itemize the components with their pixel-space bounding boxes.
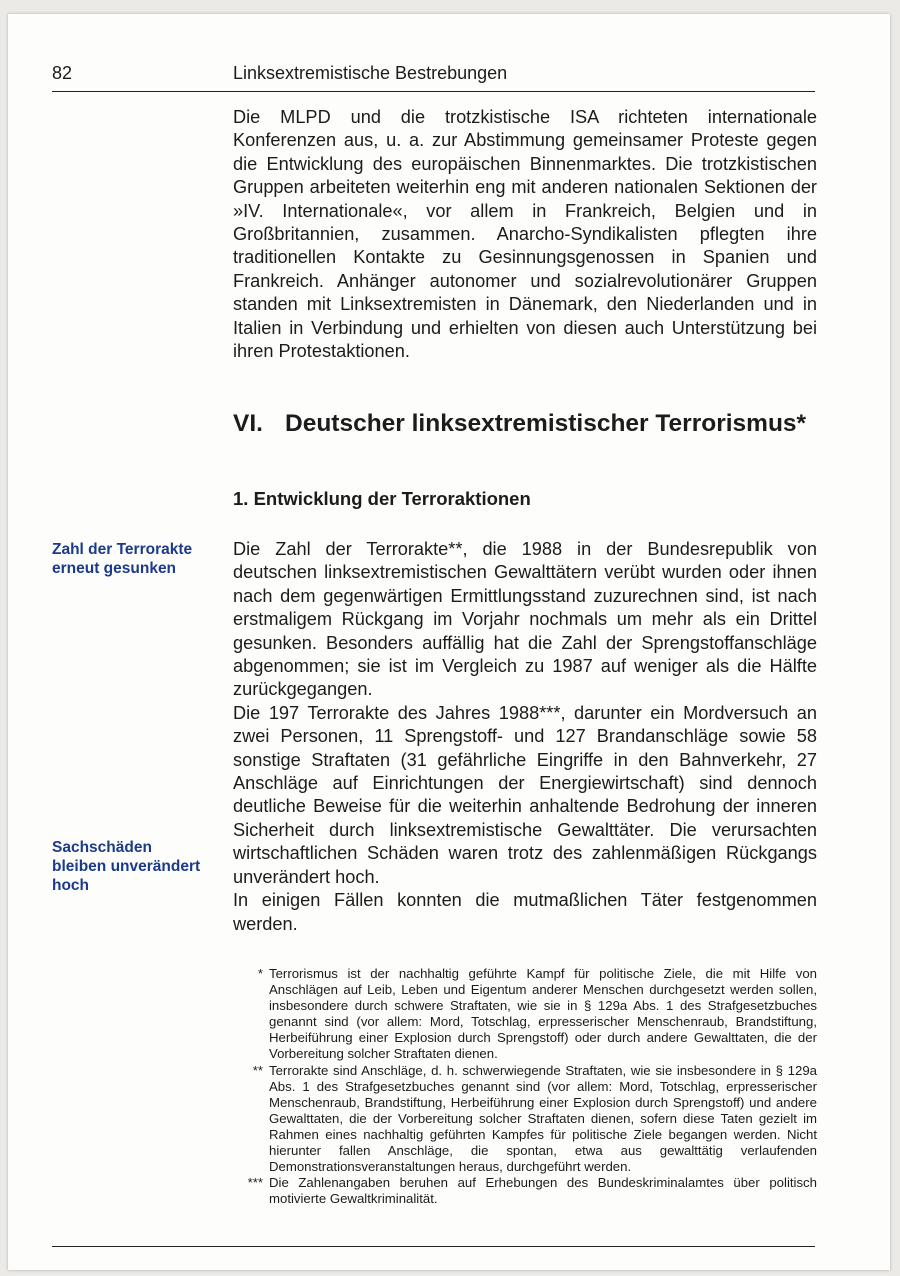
margin-note-sachschaeden: Sachschäden bleiben unverändert hoch [52, 839, 201, 894]
footnote [233, 1063, 817, 1176]
footnote-text: Terrorakte sind Anschläge, d. h. schwerwiegende Straftaten, wie sie insbesondere in § 129a Abs. 1 des Strafgesetzbuches genannt sind (vor allem: Mord, Totschlag, erpresserischer Menschenraub, Brandstiftung, Herbeiführung einer Explosion durch Sprengstoff) und andere Gewalttaten, die der Vorbereitung solcher Straftaten dienen, sofern diese Taten gezielt im Rahmen eines nachhaltig geführten Kampfes für politische Ziele begangen werden. Nicht hierunter fallen Anschläge, die spontan, etwa aus gewalttätig verlaufenden Demonstrationsveranstaltungen heraus, durchgeführt werden. [269, 1062, 817, 1175]
intro-text [233, 106, 817, 363]
footnote-mark: *** [247, 1175, 263, 1191]
footnote-mark: * [257, 966, 263, 981]
bottom-rule [52, 1246, 815, 1247]
footnote [233, 966, 817, 1063]
body-paragraph: Die Zahl der Terrorakte**, die 1988 in der Bundesrepublik von deutschen linksextremistischen Gewalttätern verübt wurden oder ihnen nach dem gegenwärtigen Ermittlungsstand zuzurechnen sind, ist nach erstmaligem Rückgang im Vorjahr nochmals um mehr als ein Drittel gesunken. Besonders auffällig hat die Zahl der Sprengstoffanschläge abgenommen; sie ist im Vergleich zu 1987 auf weniger als die Hälfte zurückgegangen. [233, 539, 817, 700]
section-title: Deutscher linksextremistischer Terrorismus* [285, 410, 807, 437]
margin-note-terrorakte: Zahl der Terrorakte erneut gesunken [52, 541, 193, 577]
page-header [52, 61, 815, 92]
footnote-text: Die Zahlenangaben beruhen auf Erhebungen des Bundeskriminalamtes über politisch motivierte Gewaltkriminalität. [269, 1175, 817, 1207]
subsection-heading: 1. Entwicklung der Terroraktionen [233, 488, 531, 509]
body-paragraph: Die 197 Terrorakte des Jahres 1988***, darunter ein Mordversuch an zwei Personen, 11 Sprengstoff- und 127 Brandanschläge sowie 58 sonstige Straftaten (31 gefährliche Eingriffe in den Bahnverkehr, 27 Anschläge auf Einrichtungen der Energiewirtschaft) sind dennoch deutliche Beweise für die weiterhin anhaltende Bedrohung der inneren Sicherheit durch linksextremistische Gewalttäter. Die verursachten wirtschaftlichen Schäden waren trotz des zahlenmäßigen Rückgangs unverändert hoch. [233, 702, 817, 887]
footnotes [233, 966, 817, 1207]
section-number: VI. [233, 410, 263, 437]
page-number: 82 [52, 63, 73, 83]
footnote-text: Terrorismus ist der nachhaltig geführte Kampf für politische Ziele, die mit Hilfe von Anschlägen auf Leib, Leben und Eigentum anderer Menschen durchgesetzt werden sollen, insbesondere durch schwere Straftaten, wie sie in § 129a Abs. 1 des Strafgesetzbuches genannt sind (vor allem: Mord, Totschlag, erpresserischer Menschenraub, Brandstiftung, Herbeiführung einer Explosion durch Sprengstoff) oder durch andere Gewalttaten, die der Vorbereitung solcher Straftaten dienen. [269, 966, 817, 1062]
footnote-mark: ** [252, 1062, 263, 1078]
intro-paragraph: Die MLPD und die trotzkistische ISA richteten internationale Konferenzen aus, u. a. zur Abstimmung gemeinsamer Proteste gegen die Entwicklung des europäischen Binnenmarktes. Die trotzkistischen Gruppen arbeiteten weiterhin eng mit anderen nationalen Sektionen der »IV. Internationale«, vor allem in Frankreich, Belgien und in Großbritannien, zusammen. Anarcho-Syndikalisten pflegten ihre traditionellen Kontakte zu Gesinnungsgenossen in Spanien und Frankreich. Anhänger autonomer und sozialrevolutionärer Gruppen standen mit Linksextremisten in Dänemark, den Niederlanden und in Italien in Verbindung und erhielten von diesen auch Unterstützung bei ihren Protestaktionen. [233, 107, 817, 362]
body-paragraph: In einigen Fällen konnten die mutmaßlichen Täter festgenommen werden. [233, 890, 817, 934]
footnote [233, 1175, 817, 1207]
section-body [233, 538, 817, 936]
running-title: Linksextremistische Bestrebungen [233, 63, 508, 83]
